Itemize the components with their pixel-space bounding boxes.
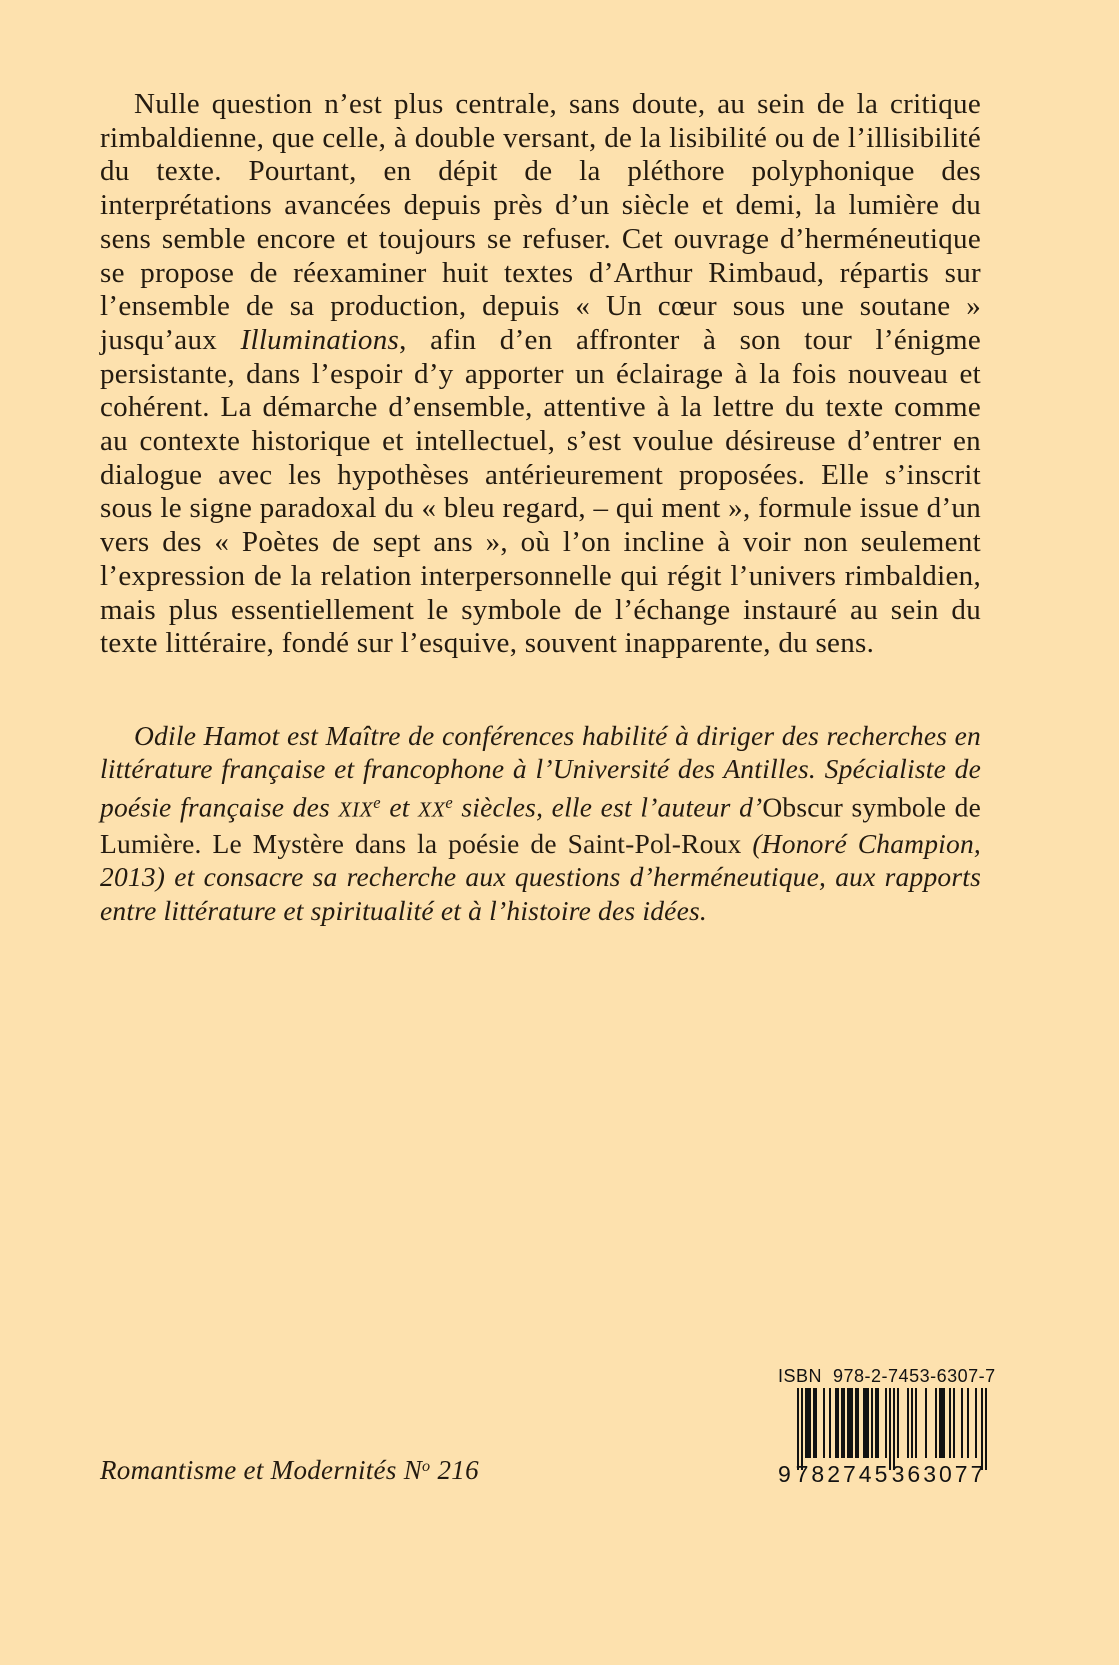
text-segment: XIX <box>338 797 374 822</box>
text-segment: XX <box>418 797 446 822</box>
text-segment: Odile Hamot est Maître de conférences habilité à diriger des recherches en littérature française et francophone à l’Université des Antilles. Spécialiste de poésie française des <box>100 719 981 823</box>
barcode-digits <box>778 1461 992 1487</box>
author-bio-paragraph <box>100 719 981 927</box>
text-segment: (Honoré Champion, 2013) et consacre sa recherche aux questions d’herméneutique, aux rapports entre littérature et spiritualité et à l’histoire des idées. <box>100 827 981 926</box>
isbn-block <box>778 1364 996 1487</box>
text-segment: 216 <box>430 1455 479 1485</box>
text-block <box>100 88 981 927</box>
series-label <box>100 1455 479 1486</box>
ean13-barcode <box>797 1388 987 1472</box>
isbn-number-label: ISBN 978-2-7453-6307-7 <box>778 1366 996 1386</box>
barcode-digits-left-group: 782745 <box>795 1461 891 1487</box>
text-segment: siècles, elle est l’auteur d’ <box>452 791 763 823</box>
text-segment: Romantisme et Modernités N <box>100 1455 423 1485</box>
text-segment: e <box>373 792 381 812</box>
text-segment: Illuminations <box>240 323 400 356</box>
text-segment: e <box>445 792 453 812</box>
barcode-digit-first: 9 <box>778 1461 791 1487</box>
text-segment: Obscur symbole de Lumière. Le Mystère dans la poésie de Saint-Pol-Roux <box>100 791 981 859</box>
text-segment: o <box>422 1456 431 1475</box>
text-segment: , afin d’en affronter à son tour l’énigme persistante, dans l’espoir d’y apporter un éclairage à la fois nouveau et cohérent. La démarche d’ensemble, attentive à la lettre du texte comme au contexte historique et intellectuel, s’est voulue désireuse d’entrer en dialogue avec les hypothèses antérieurement proposées. Elle s’inscrit sous le signe paradoxal du « bleu regard, – qui ment », formule issue d’un vers des « Poètes de sept ans », où l’on incline à voir non seulement l’expression de la relation interpersonnelle qui régit l’univers rimbaldien, mais plus essentiellement le symbole de l’échange instauré au sein du texte littéraire, fondé sur l’esquive, souvent inapparente, du sens. <box>100 323 982 660</box>
barcode-digits-right-group: 363077 <box>891 1461 987 1487</box>
text-segment: Nulle question n’est plus centrale, sans doute, au sein de la critique rimbaldienne, que celle, à double versant, de la lisibilité ou de l’illisibilité du texte. Pourtant, en dépit de la pléthore polyphonique des interprétations avancées depuis près d’un siècle et demi, la lumière du sens semble encore et toujours se refuser. Cet ouvrage d’herméneutique se propose de réexaminer huit textes d’Arthur Rimbaud, répartis sur l’ensemble de sa production, depuis « Un cœur sous une soutane » jusqu’aux <box>100 88 981 356</box>
synopsis-paragraph <box>100 88 981 661</box>
text-segment: et <box>380 791 419 823</box>
